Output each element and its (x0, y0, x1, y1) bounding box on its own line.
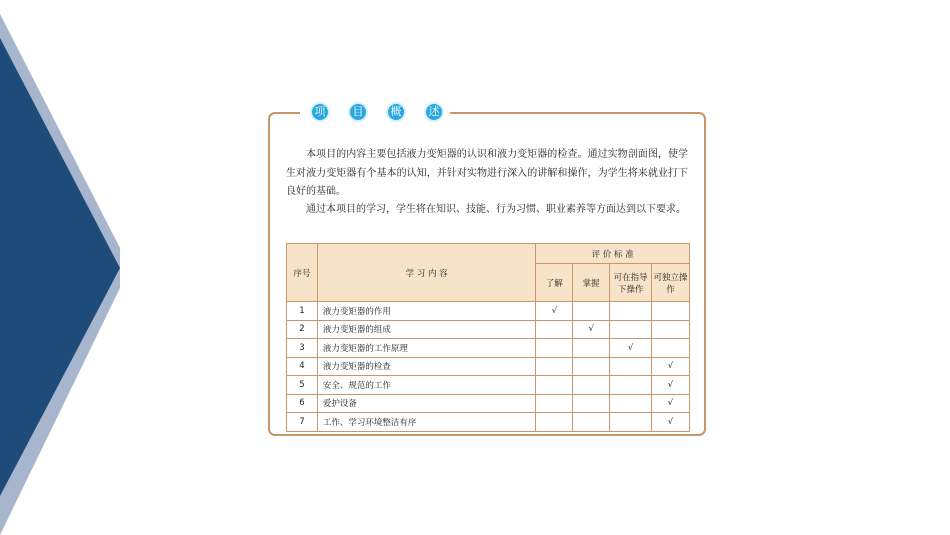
heading-char-3: 概 (386, 102, 406, 122)
row-index: 7 (287, 413, 318, 432)
header-level-understand: 了解 (536, 264, 573, 302)
row-mark: √ (652, 413, 690, 432)
header-criteria: 评 价 标 准 (536, 244, 690, 264)
table-row (287, 376, 690, 395)
intro-paragraph: 本项目的内容主要包括液力变矩器的认识和液力变矩器的检查。通过实物剖面图，使学生对液力变矩器有个基本的认知，并针对实物进行深入的讲解和操作，为学生将来就业打下良好的基础。 (286, 149, 688, 197)
row-mark (573, 357, 610, 376)
row-mark (536, 394, 573, 413)
header-index: 序号 (287, 244, 318, 302)
row-index: 2 (287, 320, 318, 339)
evaluation-table (286, 243, 690, 432)
row-content: 液力变矩器的工作原理 (317, 339, 535, 358)
heading-char-2: 目 (348, 102, 368, 122)
row-mark (573, 413, 610, 432)
row-index: 1 (287, 302, 318, 321)
table-row (287, 357, 690, 376)
row-mark (610, 394, 652, 413)
row-mark (536, 339, 573, 358)
row-mark: √ (652, 357, 690, 376)
row-mark (652, 339, 690, 358)
table-row (287, 394, 690, 413)
table-row (287, 320, 690, 339)
row-content: 液力变矩器的作用 (317, 302, 535, 321)
side-chevron-decoration (0, 0, 130, 535)
row-mark (536, 413, 573, 432)
row-mark: √ (652, 376, 690, 395)
row-mark (536, 320, 573, 339)
table-row (287, 413, 690, 432)
row-mark (573, 339, 610, 358)
row-mark (573, 394, 610, 413)
header-level-independent: 可独立操作 (652, 264, 690, 302)
table-row (287, 339, 690, 358)
table-row (287, 302, 690, 321)
row-content: 爱护设备 (317, 394, 535, 413)
row-mark: √ (536, 302, 573, 321)
header-content: 学 习 内 容 (317, 244, 535, 302)
row-mark (610, 357, 652, 376)
row-mark (652, 302, 690, 321)
header-level-guided: 可在指导下操作 (610, 264, 652, 302)
row-content: 安全、规范的工作 (317, 376, 535, 395)
row-index: 6 (287, 394, 318, 413)
row-mark (536, 357, 573, 376)
heading-char-1: 项 (310, 102, 330, 122)
chevron-front-shape (0, 38, 120, 496)
row-mark (536, 376, 573, 395)
row-mark (652, 320, 690, 339)
row-content: 工作、学习环境整洁有序 (317, 413, 535, 432)
row-mark (610, 320, 652, 339)
row-mark (610, 376, 652, 395)
row-mark (610, 413, 652, 432)
row-mark (573, 302, 610, 321)
row-content: 液力变矩器的组成 (317, 320, 535, 339)
row-index: 5 (287, 376, 318, 395)
row-mark (573, 376, 610, 395)
row-index: 3 (287, 339, 318, 358)
goals-paragraph: 通过本项目的学习，学生将在知识、技能、行为习惯、职业素养等方面达到以下要求。 (306, 204, 686, 215)
row-mark (610, 302, 652, 321)
row-mark: √ (652, 394, 690, 413)
row-index: 4 (287, 357, 318, 376)
heading-char-4: 述 (424, 102, 444, 122)
row-mark: √ (573, 320, 610, 339)
row-content: 液力变矩器的检查 (317, 357, 535, 376)
header-level-master: 掌握 (573, 264, 610, 302)
row-mark: √ (610, 339, 652, 358)
